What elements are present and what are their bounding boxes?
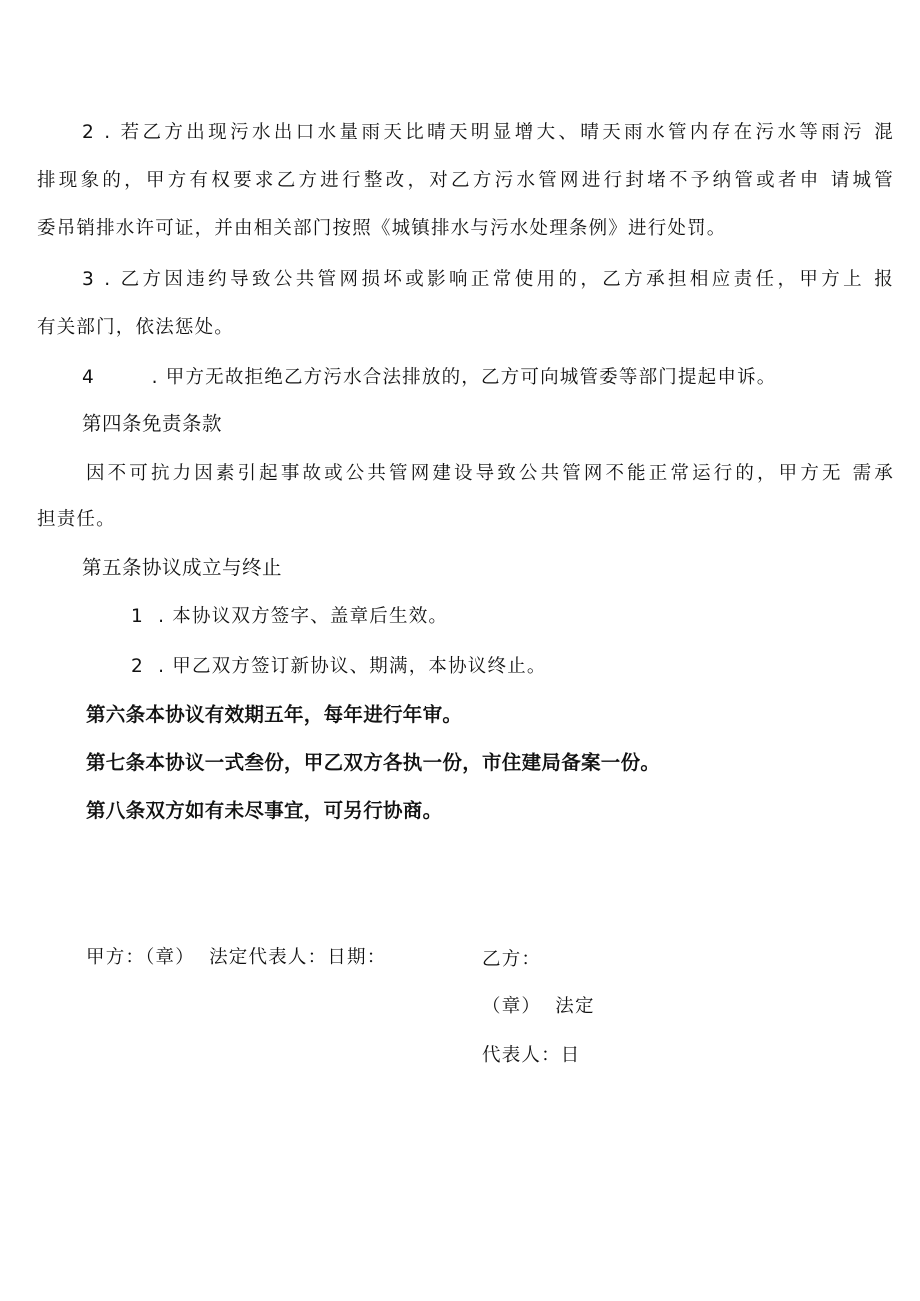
article-4-body-line-1: 因不可抗力因素引起事故或公共管网建设导致公共管网不能正常运行的，甲方无 需承 bbox=[86, 463, 894, 484]
article-7: 第七条本协议一式叁份，甲乙双方各执一份，市住建局备案一份。 bbox=[86, 751, 661, 774]
article-8: 第八条双方如有未尽事宜，可另行协商。 bbox=[86, 799, 443, 822]
article-4-title: 第四条免责条款 bbox=[82, 412, 223, 435]
article-6: 第六条本协议有效期五年，每年进行年审。 bbox=[86, 703, 463, 726]
clause-2-line-2: 排现象的，甲方有权要求乙方进行整改，对乙方污水管网进行封堵不予纳管或者申 请城管 bbox=[37, 170, 894, 191]
party-b-label: 乙方： bbox=[482, 949, 542, 970]
party-a-signature: 甲方：（章） 法定代表人：日期： bbox=[86, 947, 387, 968]
clause-2-line-1: 2 . 若乙方出现污水出口水量雨天比晴天明显增大、晴天雨水管内存在污水等雨污 混 bbox=[82, 122, 894, 143]
article-5-item-1: 1 . 本协议双方签字、盖章后生效。 bbox=[131, 606, 449, 627]
clause-3-line-2: 有关部门，依法惩处。 bbox=[37, 317, 235, 338]
party-b-representative: 代表人：日 bbox=[482, 1045, 581, 1066]
clause-4: 4 . 甲方无故拒绝乙方污水合法排放的，乙方可向城管委等部门提起申诉。 bbox=[82, 367, 777, 388]
party-b-seal: （章） 法定 bbox=[482, 996, 595, 1017]
clause-3-line-1: 3 . 乙方因违约导致公共管网损坏或影响正常使用的，乙方承担相应责任，甲方上 报 bbox=[82, 269, 894, 290]
article-4-body-line-2: 担责任。 bbox=[37, 509, 116, 530]
article-5-item-2: 2 . 甲乙双方签订新协议、期满，本协议终止。 bbox=[131, 656, 547, 677]
article-5-title: 第五条协议成立与终止 bbox=[82, 556, 283, 579]
clause-2-line-3: 委吊销排水许可证，并由相关部门按照《城镇排水与污水处理条例》进行处罚。 bbox=[37, 218, 727, 239]
